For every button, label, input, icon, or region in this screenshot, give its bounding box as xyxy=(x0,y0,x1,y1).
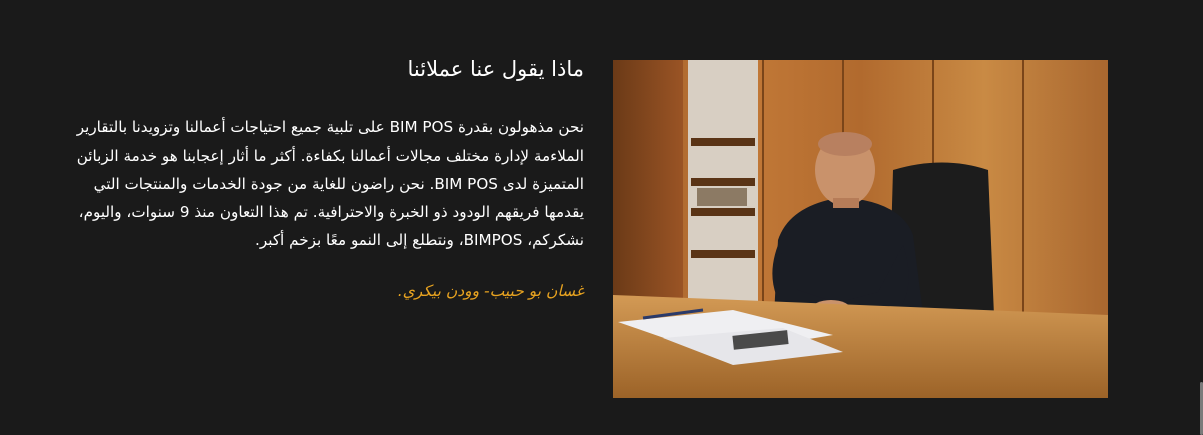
testimonial-text-column xyxy=(70,56,584,302)
testimonial-author: غسان بو حبيب- وودن بيكري. xyxy=(397,281,584,300)
testimonial-quote: نحن مذهولون بقدرة BIM POS على تلبية جميع احتياجات أعمالنا وتزويدنا بالتقارير الملاءمة لإدارة مختلف مجالات أعمالنا بكفاءة. أكثر ما أثار إعجابنا هو خدمة الزبائن المتميزة لدى BIM POS. نحن راضون للغاية من جودة الخدمات والمنتجات التي يقدمها فريقهم الودود ذو الخبرة والاحترافية. تم هذا التعاون منذ 9 سنوات، واليوم، نشكركم، BIMPOS، ونتطلع إلى النمو معًا بزخم أكبر. xyxy=(76,118,584,250)
client-photo xyxy=(613,60,1108,398)
section-title: ماذا يقول عنا عملائنا xyxy=(407,57,584,81)
